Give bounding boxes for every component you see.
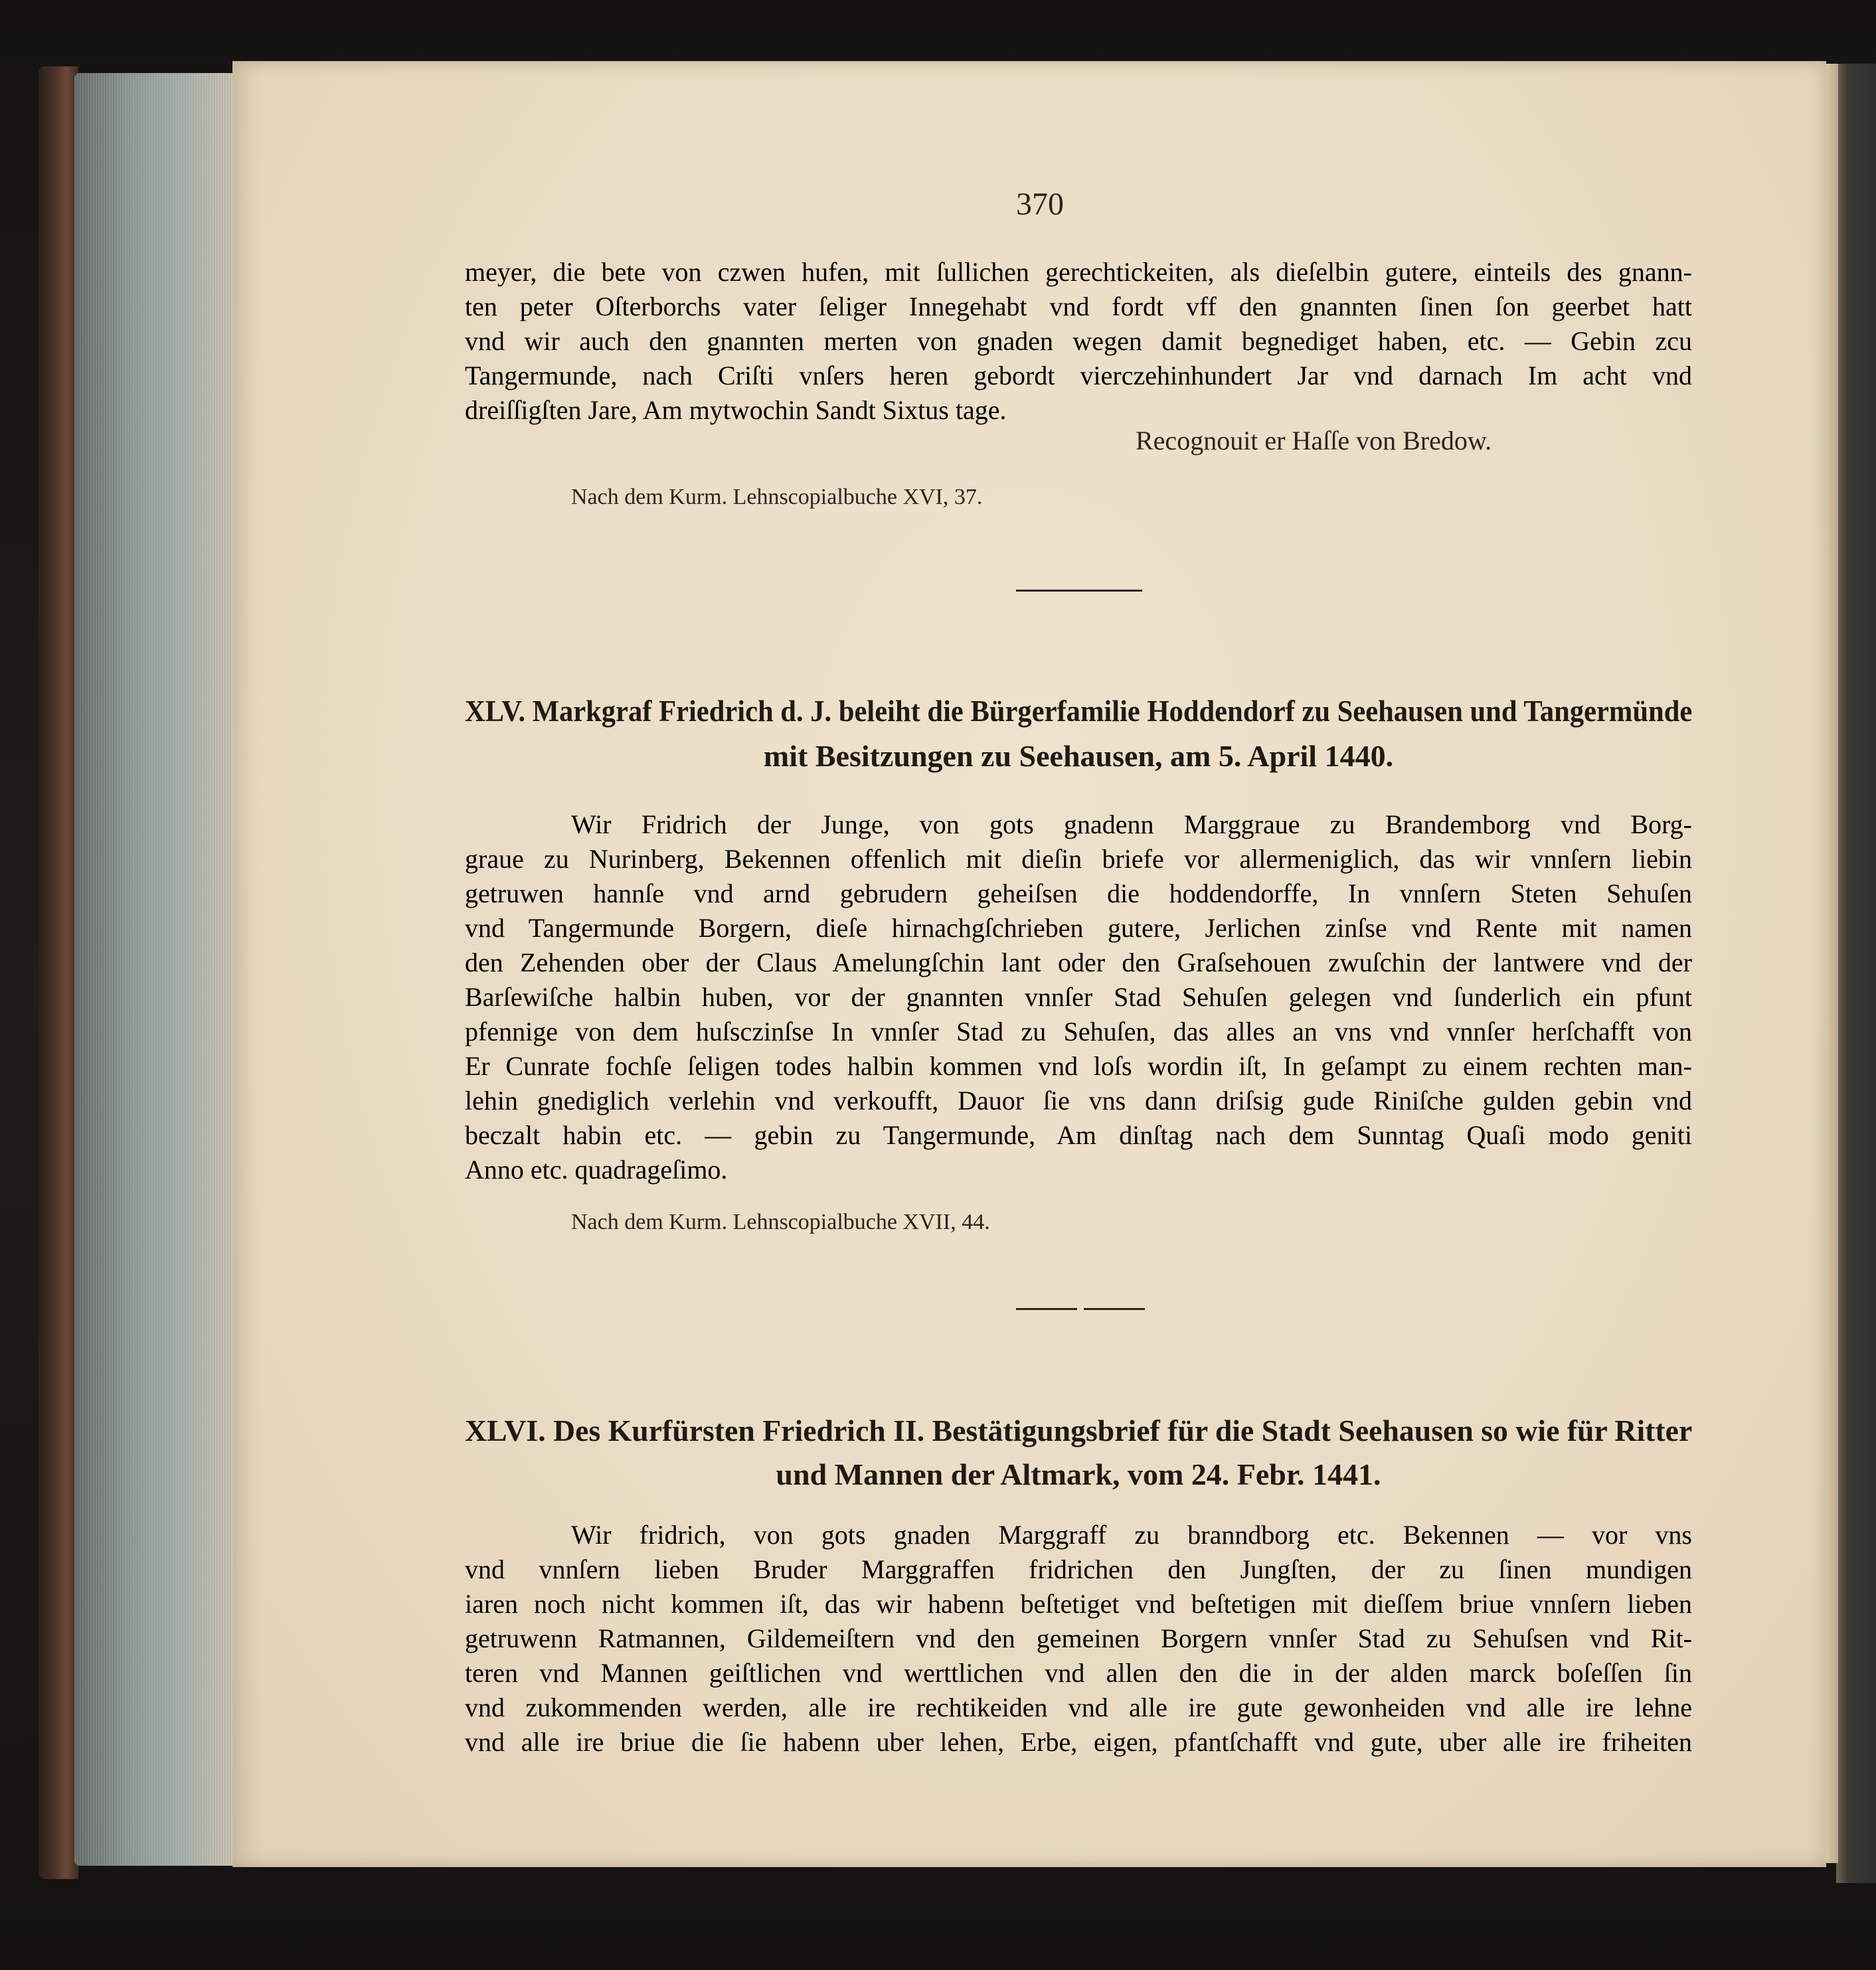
block1-line-4: Tangermunde, nach Criſti vnſers heren gebordt vierczehinhundert Jar vnd darnach Im acht vnd [465, 361, 1692, 390]
s46-line-3: iaren noch nicht kommen iſt, das wir habenn beſtetiget vnd beſtetigen mit dieſſem briue vnnſern lieben [465, 1589, 1692, 1619]
section-divider-1 [1016, 590, 1142, 592]
block1-line-5: dreiſſigſten Jare, Am mytwochin Sandt Sixtus tage. [465, 395, 1007, 425]
section-divider-2a [1016, 1308, 1077, 1310]
section-45-number: XLV. [465, 694, 526, 728]
section-45-heading-line-1 [465, 693, 1692, 728]
section-45-source: Nach dem Kurm. Lehnscopialbuche XVII, 44. [571, 1210, 990, 1234]
section-46-heading-line-1 [465, 1413, 1692, 1448]
page-edges [74, 73, 232, 1866]
s45-line-6: Barſewiſche halbin huben, vor der gnannten vnnſer Stad Sehuſen gelegen vnd ſunderlich ein pfunt [465, 982, 1692, 1012]
s46-line-4: getruwenn Ratmannen, Gildemeiſtern vnd den gemeinen Borgern vnnſer Stad zu Sehuſsen vnd Rit- [465, 1623, 1692, 1653]
s45-line-3: getruwen hannſe vnd arnd gebrudern geheiſsen die hoddendorffe, In vnnſern Steten Sehuſen [465, 878, 1692, 908]
s45-line-8: Er Cunrate fochſe ſeligen todes halbin kommen vnd loſs wordin iſt, In geſampt zu einem rechten man- [465, 1051, 1692, 1081]
s45-line-11: Anno etc. quadrageſimo. [465, 1155, 728, 1185]
s45-line-9: lehin gnediglich verlehin vnd verkoufft, Dauor ſie vns dann driſsig gude Riniſche gulden gebin vnd [465, 1086, 1692, 1115]
s45-line-4: vnd Tangermunde Borgern, dieſe hirnachgſchrieben gutere, Jerlichen zinſse vnd Rente mit namen [465, 913, 1692, 943]
section-46-number: XLVI. [465, 1414, 546, 1447]
recognoscit-line: Recognouit er Haſſe von Bredow. [1136, 426, 1492, 455]
s45-line-5: den Zehenden ober der Claus Amelungſchin lant oder den Graſsehouen zwuſchin der lantwere vnd der [465, 947, 1692, 977]
section-divider-2b [1084, 1308, 1145, 1310]
s45-line-2: graue zu Nurinberg, Bekennen offenlich mit dieſin briefe vor allermeniglich, das wir vnnſern liebin [465, 844, 1692, 874]
page-number: 370 [1016, 187, 1064, 222]
s46-line-7: vnd alle ire briue die ſie habenn uber lehen, Erbe, eigen, pfantſchafft vnd gute, uber alle ire friheiten [465, 1727, 1692, 1757]
s45-line-7: pfennige von dem huſsczinſse In vnnſer Stad zu Sehuſen, das alles an vns vnd vnnſer herſchafft von [465, 1017, 1692, 1046]
s46-line-6: vnd zukommenden werden, alle ire rechtikeiden vnd alle ire gute gewonheiden vnd alle ire lehne [465, 1692, 1692, 1722]
book-cover-left [39, 66, 78, 1879]
block1-line-3: vnd wir auch den gnannten merten von gnaden wegen damit begnediget haben, etc. — Gebin zcu [465, 326, 1692, 356]
section-45-title: Markgraf Friedrich d. J. beleiht die Bürgerfamilie Hoddendorf zu Seehausen und Tangermünde [532, 694, 1693, 728]
section-45-heading-line-2: mit Besitzungen zu Seehausen, am 5. April 1440. [763, 739, 1394, 773]
page-right-edge [1826, 64, 1838, 1863]
s46-line-2: vnd vnnſern lieben Bruder Marggraffen fridrichen den Jungſten, der zu ſinen mundigen [465, 1554, 1692, 1584]
s46-line-5: teren vnd Mannen geiſtlichen vnd werttlichen vnd allen den die in der alden marck boſeſſen ſin [465, 1658, 1692, 1688]
s45-line-1: Wir Fridrich der Junge, von gots gnadenn Marggraue zu Brandemborg vnd Borg- [571, 809, 1692, 839]
block1-line-2: ten peter Oſterborchs vater ſeliger Innegehabt vnd fordt vff den gnannten ſinen ſon geerbet hatt [465, 291, 1692, 321]
book-cover-right [1836, 64, 1876, 1883]
block1-source: Nach dem Kurm. Lehnscopialbuche XVI, 37. [571, 485, 983, 509]
section-46-heading-line-2: und Mannen der Altmark, vom 24. Febr. 1441. [776, 1457, 1381, 1491]
s45-line-10: beczalt habin etc. — gebin zu Tangermunde, Am dinſtag nach dem Sunntag Quaſi modo geniti [465, 1120, 1692, 1150]
block1-line-1: meyer, die bete von czwen hufen, mit ſullichen gerechtickeiten, als dieſelbin gutere, einteils des gnann- [465, 257, 1692, 287]
s46-line-1: Wir fridrich, von gots gnaden Marggraff zu branndborg etc. Bekennen — vor vns [571, 1520, 1692, 1550]
section-46-title: Des Kurfürsten Friedrich II. Bestätigungsbrief für die Stadt Seehausen so wie für Ritter [553, 1414, 1693, 1447]
